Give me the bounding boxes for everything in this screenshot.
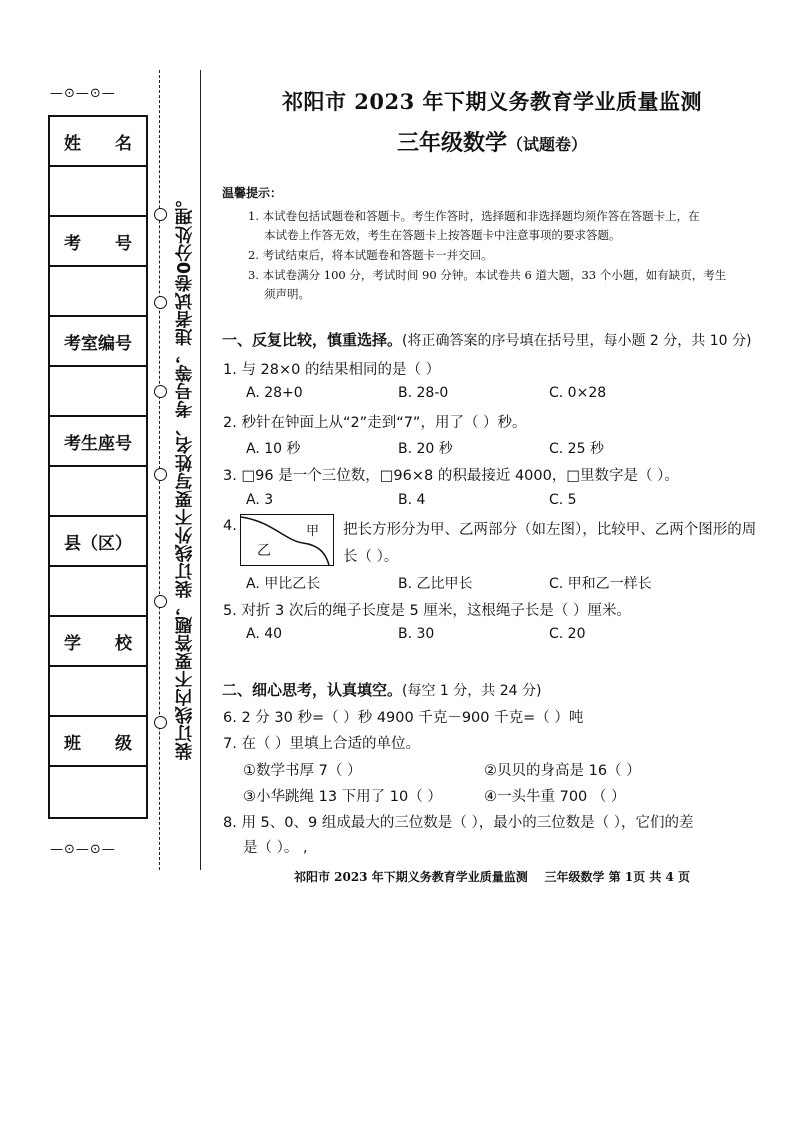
- question-8-cont: 是（ ）。 ,: [243, 840, 308, 856]
- binding-circle: [154, 468, 167, 481]
- binding-circle: [154, 296, 167, 309]
- student-info-table: [48, 115, 148, 819]
- q3-option-a: A. 3: [246, 492, 274, 508]
- q5-option-b: B. 30: [398, 626, 435, 642]
- binding-circle: [154, 595, 167, 608]
- class-label: 班 级: [50, 717, 146, 767]
- q4-option-c: C. 甲和乙一样长: [549, 576, 652, 592]
- exam-room-label: 考室编号: [50, 317, 146, 367]
- binding-top-marker: —⊙—⊙—: [50, 86, 116, 101]
- question-7: 7. 在（ ）里填上合适的单位。: [223, 736, 421, 752]
- q2-option-b: B. 20 秒: [398, 441, 453, 457]
- seat-number-field[interactable]: [50, 467, 146, 517]
- school-label: 学 校: [50, 617, 146, 667]
- binding-notice: 装订线内不要答题，装订线外不要写姓名、考号等，违者试卷0分处理。: [175, 189, 195, 760]
- footer-page-info: 三年级数学 第 1页 共 4 页: [544, 870, 691, 884]
- tip-line: 3. 本试卷满分 100 分，考试时间 90 分钟。本试卷共 6 道大题，33 个小题，如有缺页，考生: [248, 268, 727, 282]
- question-7-item-4: ④一头牛重 700 （ ）: [484, 789, 626, 805]
- tip-line: 1. 本试卷包括试题卷和答题卡。考生作答时，选择题和非选择题均须作答在答题卡上，在: [248, 209, 700, 223]
- exam-subtitle: （试题卷）: [507, 135, 588, 154]
- tip-line: 2. 考试结束后，将本试题卷和答题卡一并交回。: [248, 248, 493, 262]
- q2-option-c: C. 25 秒: [549, 441, 604, 457]
- region-jia-label: 甲: [306, 524, 320, 539]
- exam-title: 祁阳市 2023 年下期义务教育学业质量监测: [281, 89, 703, 114]
- binding-circle: [154, 385, 167, 398]
- tip-line: 须声明。: [264, 287, 310, 301]
- binding-circle: [154, 208, 167, 221]
- question-7-item-1: ①数学书厚 7（ ）: [243, 763, 362, 779]
- q1-option-c: C. 0×28: [549, 385, 607, 401]
- binding-circle: [154, 716, 167, 729]
- exam-subject: 三年级数学: [396, 130, 507, 156]
- q3-option-c: C. 5: [549, 492, 577, 508]
- question-8: 8. 用 5、0、9 组成最大的三位数是（ ），最小的三位数是（ ），它们的差: [223, 815, 694, 831]
- page-footer: [232, 868, 752, 885]
- question-7-item-2: ②贝贝的身高是 16（ ）: [484, 763, 641, 779]
- q2-option-a: A. 10 秒: [246, 441, 301, 457]
- exam-number-field[interactable]: [50, 267, 146, 317]
- footer-exam-name: 祁阳市 2023 年下期义务教育学业质量监测: [293, 870, 528, 884]
- q4-option-b: B. 乙比甲长: [398, 576, 473, 592]
- rectangle-diagram: [240, 514, 334, 566]
- question-4-text: 把长方形分为甲、乙两部分（如左图），比较甲、乙两个图形的周: [343, 522, 757, 538]
- county-label: 县（区）: [50, 517, 146, 567]
- tip-line: 本试卷上作答无效，考生在答题卡上按答题卡中注意事项的要求答题。: [264, 228, 621, 242]
- exam-room-field[interactable]: [50, 367, 146, 417]
- question-4-text-cont: 长（ ）。: [343, 549, 399, 565]
- region-yi-label: 乙: [257, 543, 271, 559]
- county-field[interactable]: [50, 567, 146, 617]
- section1-note: (将正确答案的序号填在括号里，每小题 2 分，共 10 分): [402, 333, 752, 349]
- question-1: 1. 与 28×0 的结果相同的是（ ）: [223, 362, 441, 378]
- question-3: 3. □96 是一个三位数，□96×8 的积最接近 4000，□里数字是（ ）。: [223, 468, 679, 484]
- question-5: 5. 对折 3 次后的绳子长度是 5 厘米，这根绳子长是（ ）厘米。: [223, 603, 631, 619]
- q1-option-b: B. 28-0: [398, 385, 449, 401]
- q1-option-a: A. 28+0: [246, 385, 303, 401]
- school-field[interactable]: [50, 667, 146, 717]
- question-4-number: 4.: [223, 518, 237, 534]
- exam-number-label: 考 号: [50, 217, 146, 267]
- section2-note: (每空 1 分，共 24 分): [402, 683, 542, 699]
- question-6: 6. 2 分 30 秒=（ ）秒 4900 千克－900 千克=（ ）吨: [223, 710, 584, 726]
- binding-bottom-marker: —⊙—⊙—: [50, 842, 116, 857]
- q5-option-c: C. 20: [549, 626, 586, 642]
- name-field[interactable]: [50, 167, 146, 217]
- section2-title: 二、细心思考，认真填空。: [222, 681, 403, 699]
- q5-option-a: A. 40: [246, 626, 283, 642]
- section1-title: 一、反复比较，慎重选择。: [222, 331, 403, 349]
- tips-heading: 温馨提示：: [222, 186, 283, 200]
- q4-option-a: A. 甲比乙长: [246, 576, 321, 592]
- q3-option-b: B. 4: [398, 492, 426, 508]
- section1-heading: [222, 329, 751, 350]
- name-label: 姓 名: [50, 117, 146, 167]
- dividing-curve: [241, 515, 333, 565]
- exam-subject-line: [232, 126, 752, 157]
- question-7-item-3: ③小华跳绳 13 下用了 10（ ）: [243, 789, 442, 805]
- section2-heading: [222, 679, 541, 700]
- class-field[interactable]: [50, 767, 146, 817]
- seat-number-label: 考生座号: [50, 417, 146, 467]
- question-2: 2. 秒针在钟面上从“2”走到“7”，用了（ ）秒。: [223, 415, 527, 431]
